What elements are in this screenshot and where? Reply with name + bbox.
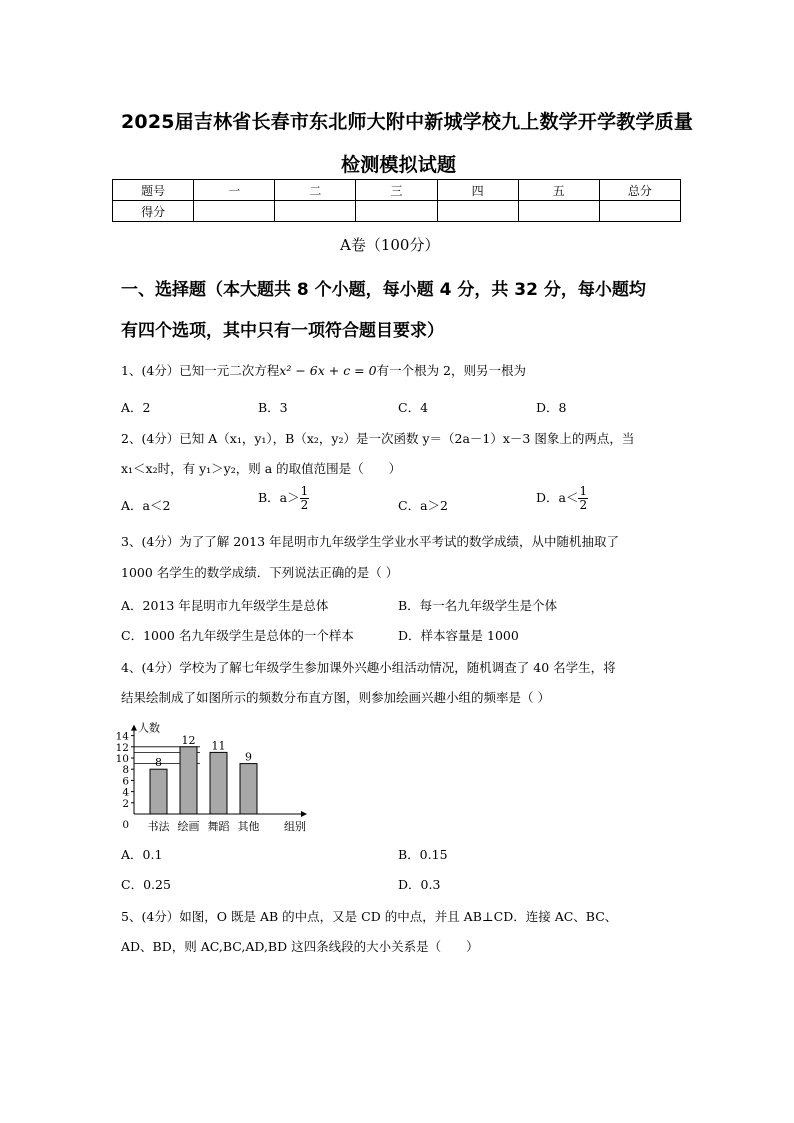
score-header-cell: 五 [518, 180, 599, 201]
score-table-score-row [113, 201, 681, 222]
category-label: 舞蹈 [207, 820, 230, 833]
score-cell [437, 201, 518, 222]
question-1 [121, 361, 526, 379]
score-cell [194, 201, 275, 222]
y-tick-label: 8 [122, 764, 129, 777]
category-label: 绘画 [177, 820, 200, 833]
q2-option-a: A．a＜2 [121, 498, 171, 513]
q1-option-a: A．2 [121, 400, 151, 415]
bar-value-label: 11 [211, 739, 226, 753]
q2-option-c: C．a＞2 [398, 498, 448, 513]
bar-value-label: 12 [181, 733, 196, 747]
q3-option-b: B．每一名九年级学生是个体 [398, 598, 558, 613]
score-table [112, 179, 681, 222]
q1-option-b: B．3 [258, 400, 288, 415]
question-5-line1: 5、(4分）如图，O 既是 AB 的中点，又是 CD 的中点，并且 AB⊥CD．连接 AC、BC、 [121, 909, 618, 924]
y-tick-label: 2 [122, 797, 129, 810]
document-title-line2: 检测模拟试题 [341, 154, 457, 176]
y-tick-label: 4 [122, 786, 129, 799]
q2-option-b-fraction [300, 485, 310, 512]
bar-绘画 [180, 747, 197, 814]
q2-option-b [258, 485, 309, 512]
q4-option-b: B．0.15 [398, 847, 448, 862]
q4-option-d: D．0.3 [398, 877, 441, 892]
q3-option-a: A．2013 年昆明市九年级学生是总体 [121, 598, 329, 613]
q3-option-c: C．1000 名九年级学生是总体的一个样本 [121, 628, 354, 643]
question-2-line2: x₁＜x₂时，有 y₁＞y₂，则 a 的取值范围是（ ） [121, 461, 402, 476]
y-axis-arrow [131, 725, 137, 731]
score-header-cell: 三 [356, 180, 437, 201]
fraction-denominator: 2 [579, 498, 588, 512]
score-header-cell: 四 [437, 180, 518, 201]
fraction-numerator: 1 [300, 484, 309, 498]
q2-option-d-label: D．a＜ [536, 490, 579, 505]
fraction-denominator: 2 [300, 498, 309, 512]
y-axis-label: 人数 [138, 721, 160, 735]
frequency-histogram [110, 712, 330, 838]
score-header-cell: 二 [275, 180, 356, 201]
q1-text-post: 有一个根为 2，则另一根为 [376, 363, 527, 378]
fraction-numerator: 1 [579, 484, 588, 498]
q1-option-c: C．4 [398, 400, 429, 415]
score-cell [518, 201, 599, 222]
score-cell [275, 201, 356, 222]
bar-其他 [240, 764, 257, 814]
q4-option-a: A．0.1 [121, 847, 163, 862]
q2-option-d-fraction [578, 485, 588, 512]
q3-option-d: D．样本容量是 1000 [398, 628, 519, 643]
score-cell [599, 201, 680, 222]
question-4-line2: 结果绘制成了如图所示的频数分布直方图，则参加绘画兴趣小组的频率是（ ） [121, 690, 550, 705]
y-tick-label: 10 [115, 753, 129, 765]
bar-书法 [150, 769, 167, 814]
x-axis-label: 组别 [284, 820, 306, 833]
q1-text-pre: 1、(4分）已知一元二次方程 [121, 363, 280, 378]
q1-option-d: D．8 [536, 400, 567, 415]
document-title-line1: 2025届吉林省长春市东北师大附中新城学校九上数学开学教学质量 [121, 111, 694, 133]
section-heading-line1: 一、选择题（本大题共 8 个小题，每小题 4 分，共 32 分，每小题均 [121, 280, 646, 300]
y-tick-label: 0 [122, 819, 129, 831]
score-row-label: 得分 [113, 201, 194, 222]
y-tick-label: 14 [115, 730, 129, 743]
q1-equation: x² − 6x + c = 0 [279, 363, 377, 378]
score-header-cell: 题号 [113, 180, 194, 201]
x-axis-arrow [301, 811, 307, 817]
q4-option-c: C．0.25 [121, 877, 171, 892]
y-tick-label: 12 [115, 741, 129, 754]
score-cell [356, 201, 437, 222]
score-header-cell: 一 [194, 180, 275, 201]
category-label: 其他 [237, 820, 260, 833]
q2-option-b-label: B．a＞ [258, 490, 300, 505]
question-2-line1: 2、(4分）已知 A（x₁，y₁），B（x₂，y₂）是一次函数 y＝（2a－1）x－3 图象上的两点，当 [121, 431, 635, 446]
bar-value-label: 9 [245, 750, 252, 764]
section-heading-line2: 有四个选项，其中只有一项符合题目要求） [121, 321, 444, 341]
bar-舞蹈 [210, 752, 227, 814]
question-5-line2: AD、BD，则 AC,BC,AD,BD 这四条线段的大小关系是（ ） [121, 939, 479, 954]
question-3-line2: 1000 名学生的数学成绩．下列说法正确的是（ ） [121, 565, 399, 580]
score-header-cell: 总分 [599, 180, 680, 201]
category-label: 书法 [147, 820, 170, 833]
y-tick-label: 6 [122, 775, 129, 788]
bar-value-label: 8 [155, 756, 162, 770]
q2-option-d [536, 485, 588, 512]
question-3-line1: 3、(4分）为了了解 2013 年昆明市九年级学生学业水平考试的数学成绩，从中随机抽取了 [121, 534, 620, 549]
volume-title: A卷（100分） [340, 236, 440, 254]
score-table-header-row [113, 180, 681, 201]
question-4-line1: 4、(4分）学校为了解七年级学生参加课外兴趣小组活动情况，随机调查了 40 名学生，将 [121, 660, 616, 675]
